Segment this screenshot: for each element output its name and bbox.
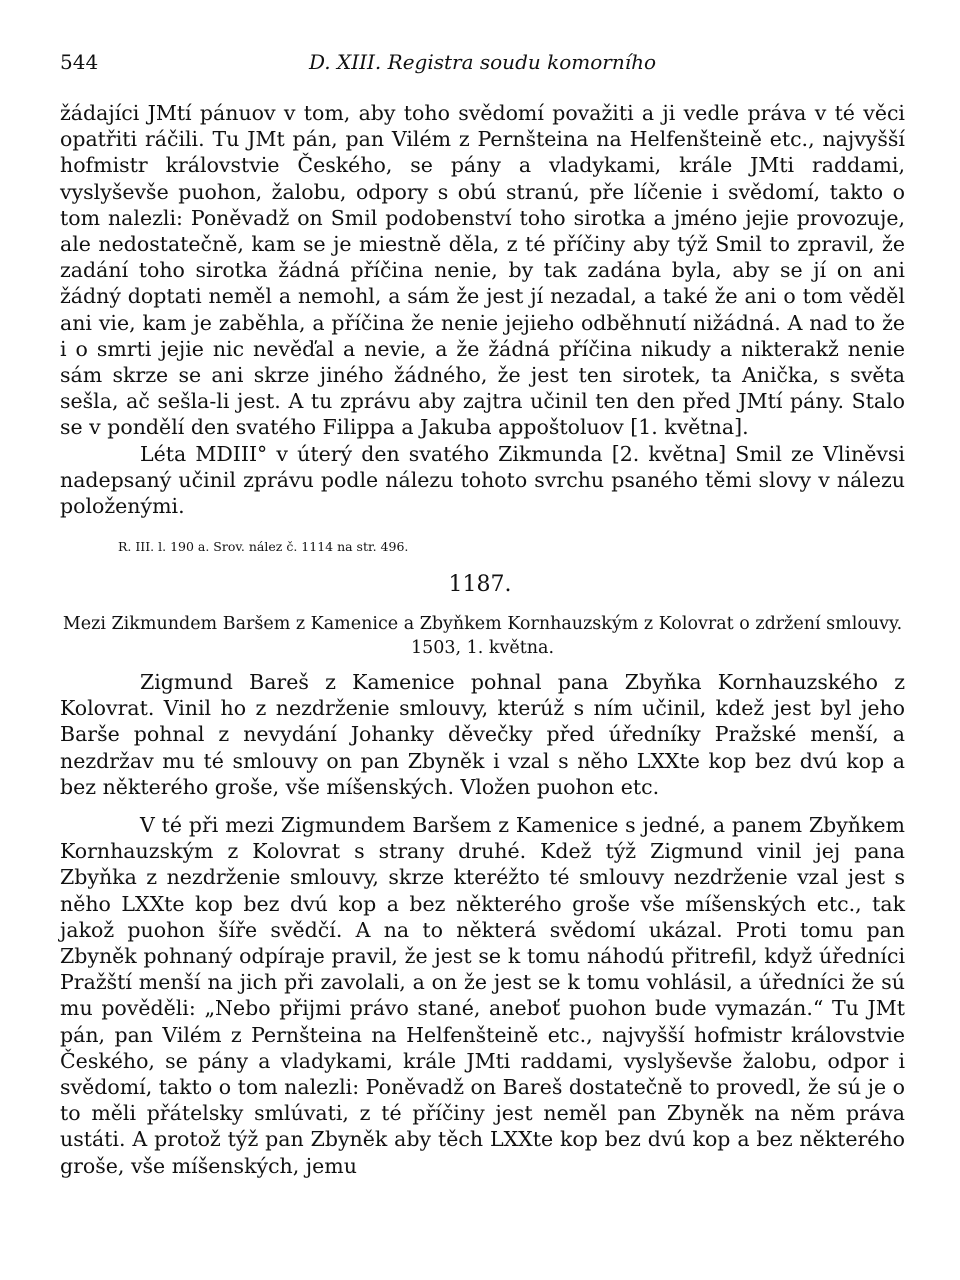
entry-text xyxy=(60,669,905,1179)
entry-paragraph-2: V té při mezi Zigmundem Baršem z Kamenice s jedné, a panem Zbyňkem Kornhauzským z Kolovrat s strany druhé. Kdež týž Zigmund vinil jej pana Zbyňka z nezdrženie smlouvy, skrze kteréžto té smlouvy nezdrženie vzal jest s něho LXXte kop bez dvú kop a bez některého groše vše míšenských etc., tak jakož puohon šíře svědčí. A na to některá svědomí ukázal. Proti tomu pan Zbyněk pohnaný odpíraje pravil, že jest se k tomu náhodú přitrefil, když úředníci Pražští menší na jich při zavolali, a on že jest se k tomu vohlásil, a úředníci že sú mu pověděli: „Nebo přijmi právo stané, aneboť puohon bude vymazán.“ Tu JMt pán, pan Vilém z Pernšteina na Helfenšteině etc., najvyšší hofmistr královstvie Českého, se pány a vladykami, krále JMti raddami, vyslyševše žalobu, odpor i svědomí, takto o tom nalezli: Poněvadž on Bareš dostatečně to provedl, že sú je o to měli přátelsky smlúvati, z té příčiny jest neměl pan Zbyněk na něm práva ustáti. A protož týž pan Zbyněk aby těch LXXte kop bez dvú kop a bez některého groše, vše míšenských, jemu xyxy=(60,813,905,1178)
continuation-paragraph-2: Léta MDIII° v úterý den svatého Zikmunda [2. května] Smil ze Vliněvsi nadepsaný učinil zprávu podle nálezu tohoto svrchu psaného těmi slovy v nálezu položenými. xyxy=(60,441,905,519)
source-citation: R. III. l. 190 a. Srov. nález č. 1114 na str. 496. xyxy=(118,539,409,554)
running-title: D. XIII. Registra soudu komorního xyxy=(308,50,657,74)
continuation-text xyxy=(60,100,905,519)
entry-heading-date: 1503, 1. května. xyxy=(410,638,555,658)
page-number: 544 xyxy=(60,50,99,74)
entry-heading-title: Mezi Zikmundem Baršem z Kamenice a Zbyňkem Kornhauzským z Kolovrat o zdržení smlouvy. xyxy=(62,614,903,634)
entry-number: 1187. xyxy=(448,572,512,597)
paragraph-gap xyxy=(60,800,905,812)
entry-paragraph-1: Zigmund Bareš z Kamenice pohnal pana Zbyňka Kornhauzského z Kolovrat. Vinil ho z nezdrženie smlouvy, kterúž s ním učinil, kdež jest byl jeho Barše pohnal z nevydání Johanky děvečky před úředníky Pražské menší, a nezdržav mu té smlouvy on pan Zbyněk i vzal s něho LXXte kop bez dvú kop a bez některého groše, vše míšenských. Vložen puohon etc. xyxy=(60,670,905,799)
page-header xyxy=(60,50,905,84)
entry-heading xyxy=(60,612,905,660)
continuation-paragraph-1: žádajíci JMtí pánuov v tom, aby toho svědomí považiti a ji vedle práva v té věci opatřiti ráčili. Tu JMt pán, pan Vilém z Pernšteina na Helfenšteině etc., najvyšší hofmistr královstvie Českého, se pány a vladykami, krále JMti raddami, vyslyševše puohon, žalobu, odpory s obú stranú, pře líčenie i svědomí, takto o tom nalezli: Poněvadž on Smil podobenství toho sirotka a jméno jejie provozuje, ale nedostatečně, kam se je miestně děla, z té příčiny aby týž Smil to zpravil, že zadání toho sirotka žádná příčina nenie, by tak zadána byla, aby se jí on ani žádný doptati neměl a nemohl, a sám že jest jí nezadal, a také že ani o tom věděl ani vie, kam je zaběhla, a příčina že nenie jejieho odběhnutí nižádná. A nad to že i o smrti jejie nic nevěďal a nevie, a že žádná příčina nikudy a nikterakž nenie sám skrze se ani skrze jiného žádného, že jest ten sirotek, ta Anička, s světa sešla, ač sešla-li jest. A tu zprávu aby zajtra učinil ten den před JMtí pány. Stalo se v pondělí den svatého Filippa a Jakuba appoštoluov [1. května]. xyxy=(60,101,905,440)
